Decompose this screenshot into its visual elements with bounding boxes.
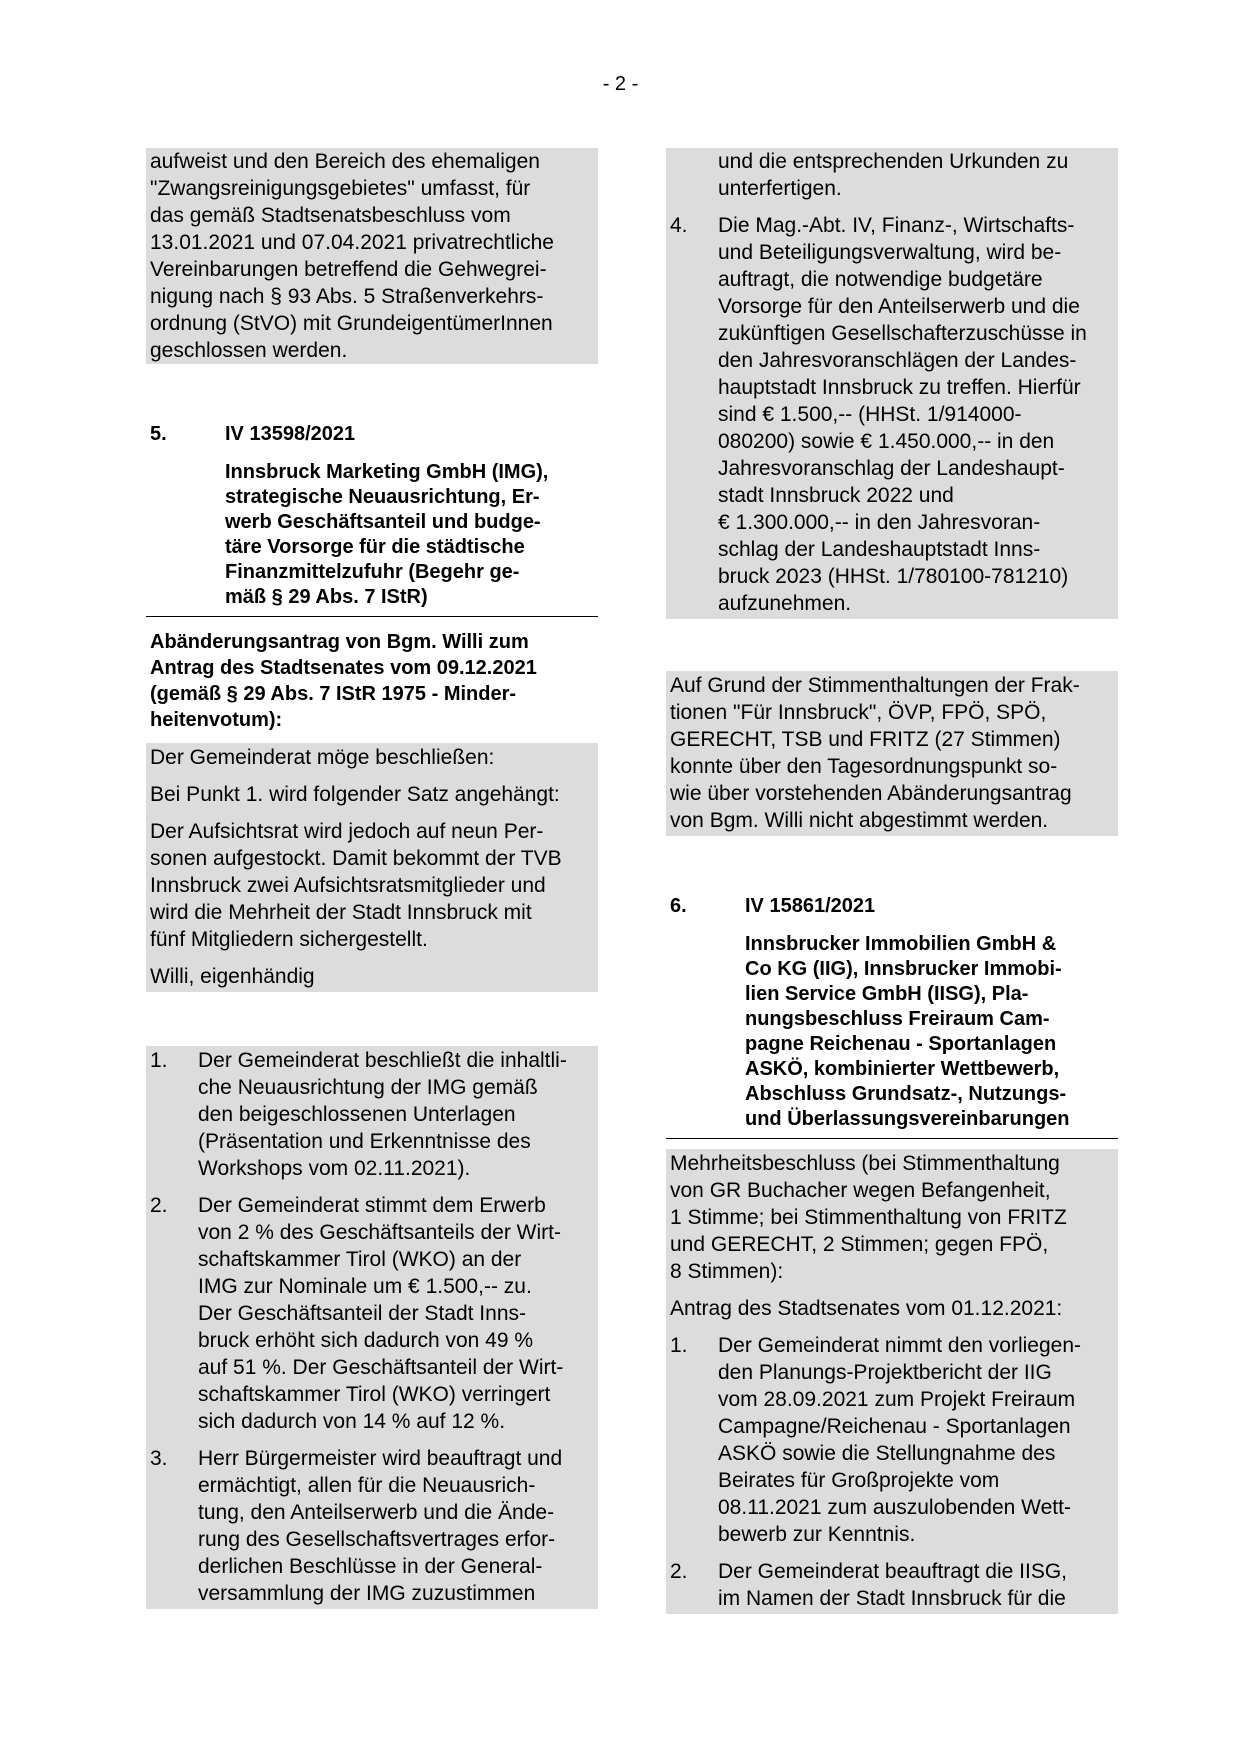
text-line: 1 Stimme; bei Stimmenthaltung von FRITZ: [670, 1206, 1067, 1229]
text-line: Der Gemeinderat beauftragt die IISG,: [718, 1560, 1068, 1583]
agenda-item-5-title: [146, 460, 598, 617]
text-line: aufweist und den Bereich des ehemaligen: [150, 150, 540, 173]
text-line: Der Gemeinderat stimmt dem Erwerb: [198, 1194, 546, 1217]
text-line: mäß § 29 Abs. 7 IStR): [225, 586, 428, 608]
text-line: 080200) sowie € 1.450.000,-- in den: [718, 430, 1055, 453]
text-line: und die entsprechenden Urkunden zu: [718, 150, 1069, 173]
resolution-list: [146, 1046, 598, 1609]
text-line: ASKÖ sowie die Stellungnahme des: [718, 1442, 1056, 1465]
text-line: (Präsentation und Erkenntnisse des: [198, 1130, 531, 1153]
text-line: IMG zur Nominale um € 1.500,-- zu.: [198, 1275, 532, 1298]
amendment-signature: Willi, eigenhändig: [150, 965, 315, 988]
text-line: Antrag des Stadtsenates vom 09.12.2021: [150, 657, 537, 679]
text-line: Abschluss Grundsatz-, Nutzungs-: [745, 1083, 1067, 1105]
text-line: tung, den Anteilserwerb und die Ände-: [198, 1501, 555, 1524]
list-item-text: [718, 212, 1114, 617]
text-line: von GR Buchacher wegen Befangenheit,: [670, 1179, 1051, 1202]
text-line: zukünftigen Gesellschafterzuschüsse in: [718, 322, 1087, 345]
list-item-text: [198, 1445, 594, 1607]
list-item: [150, 1445, 594, 1607]
text-line: von Bgm. Willi nicht abgestimmt werden.: [670, 809, 1049, 832]
left-column: [146, 148, 598, 1609]
list-item-continuation: [670, 148, 1114, 202]
list-item-number: 1.: [150, 1049, 168, 1072]
text-line: Innsbruck Marketing GmbH (IMG),: [225, 461, 549, 483]
text-line: nigung nach § 93 Abs. 5 Straßenverkehrs-: [150, 285, 544, 308]
amendment-clause: Bei Punkt 1. wird folgender Satz angehängt:: [150, 783, 560, 806]
agenda-item-number: 6.: [670, 895, 687, 917]
text-line: Herr Bürgermeister wird beauftragt und: [198, 1447, 563, 1470]
list-item-number: 4.: [670, 214, 688, 237]
list-item: [150, 1192, 594, 1435]
resolution-list-continued: [666, 148, 1118, 619]
text-line: schaftskammer Tirol (WKO) an der: [198, 1248, 522, 1271]
list-item: [670, 1332, 1114, 1548]
text-line: werb Geschäftsanteil und budge-: [225, 511, 541, 533]
text-line: schlag der Landeshauptstadt Inns-: [718, 538, 1041, 561]
agenda-item-code: IV 15861/2021: [745, 895, 876, 917]
text-line: nungsbeschluss Freiraum Cam-: [745, 1008, 1050, 1030]
text-line: Vorsorge für den Anteilserwerb und die: [718, 295, 1080, 318]
agenda-item-6-header: [666, 894, 1118, 919]
text-line: wie über vorstehenden Abänderungsantrag: [670, 782, 1072, 805]
text-line: Abänderungsantrag von Bgm. Willi zum: [150, 631, 529, 653]
text-line: versammlung der IMG zuzustimmen: [198, 1582, 536, 1605]
text-line: rung des Gesellschaftsvertrages erfor-: [198, 1528, 556, 1551]
text-line: ermächtigt, allen für die Neuausrich-: [198, 1474, 536, 1497]
amendment-body: [150, 818, 594, 953]
text-line: Mehrheitsbeschluss (bei Stimmenthaltung: [670, 1152, 1060, 1175]
text-line: ordnung (StVO) mit GrundeigentümerInnen: [150, 312, 553, 335]
text-line: Campagne/Reichenau - Sportanlagen: [718, 1415, 1071, 1438]
text-line: auftragt, die notwendige budgetäre: [718, 268, 1043, 291]
text-line: hauptstadt Innsbruck zu treffen. Hierfür: [718, 376, 1081, 399]
text-line: sich dadurch von 14 % auf 12 %.: [198, 1410, 506, 1433]
text-line: Die Mag.-Abt. IV, Finanz-, Wirtschafts-: [718, 214, 1075, 237]
list-item-text: [718, 1332, 1114, 1548]
text-line: das gemäß Stadtsenatsbeschluss vom: [150, 204, 511, 227]
list-item-number: 3.: [150, 1447, 168, 1470]
text-line: bruck erhöht sich dadurch von 49 %: [198, 1329, 534, 1352]
text-line: bruck 2023 (HHSt. 1/780100-781210): [718, 565, 1069, 588]
text-line: den Planungs-Projektbericht der IIG: [718, 1361, 1052, 1384]
text-line: 13.01.2021 und 07.04.2021 privatrechtliche: [150, 231, 554, 254]
text-line: Vereinbarungen betreffend die Gehwegrei-: [150, 258, 547, 281]
right-column: [666, 148, 1118, 1614]
list-item-number: 1.: [670, 1334, 688, 1357]
continuation-paragraph: [146, 148, 598, 364]
text-line: tionen "Für Innsbruck", ÖVP, FPÖ, SPÖ,: [670, 701, 1047, 724]
agenda-item-5-header: [146, 422, 598, 447]
text-line: bewerb zur Kenntnis.: [718, 1523, 916, 1546]
text-line: und Überlassungsvereinbarungen: [745, 1108, 1070, 1130]
text-line: im Namen der Stadt Innsbruck für die: [718, 1587, 1066, 1610]
text-line: € 1.300.000,-- in den Jahresvoran-: [718, 511, 1041, 534]
text-line: geschlossen werden.: [150, 339, 348, 362]
text-line: sind € 1.500,-- (HHSt. 1/914000-: [718, 403, 1022, 426]
text-line: (gemäß § 29 Abs. 7 IStR 1975 - Minder-: [150, 683, 517, 705]
list-item: [150, 1047, 594, 1182]
list-item: [670, 1558, 1114, 1612]
list-item-text: [718, 1558, 1114, 1612]
text-line: ASKÖ, kombinierter Wettbewerb,: [745, 1058, 1060, 1080]
text-line: derlichen Beschlüsse in der General-: [198, 1555, 543, 1578]
text-line: auf 51 %. Der Geschäftsanteil der Wirt-: [198, 1356, 564, 1379]
amendment-heading: [146, 629, 598, 733]
text-line: Der Geschäftsanteil der Stadt Inns-: [198, 1302, 526, 1325]
senate-motion: Antrag des Stadtsenates vom 01.12.2021:: [670, 1297, 1063, 1320]
list-item: [670, 212, 1114, 617]
text-line: Innsbrucker Immobilien GmbH &: [745, 933, 1057, 955]
text-line: fünf Mitgliedern sichergestellt.: [150, 928, 428, 951]
text-line: wird die Mehrheit der Stadt Innsbruck mit: [150, 901, 532, 924]
list-item-number: 2.: [670, 1560, 688, 1583]
text-line: che Neuausrichtung der IMG gemäß: [198, 1076, 538, 1099]
text-line: und GERECHT, 2 Stimmen; gegen FPÖ,: [670, 1233, 1049, 1256]
list-item-text: [198, 1047, 594, 1182]
text-line: schaftskammer Tirol (WKO) verringert: [198, 1383, 551, 1406]
text-line: konnte über den Tagesordnungspunkt so-: [670, 755, 1058, 778]
text-line: den Jahresvoranschlägen der Landes-: [718, 349, 1077, 372]
list-item-text: [718, 148, 1114, 202]
text-line: aufzunehmen.: [718, 592, 852, 615]
amendment-text-block: [146, 743, 598, 992]
majority-decision: [670, 1150, 1114, 1285]
text-line: vom 28.09.2021 zum Projekt Freiraum: [718, 1388, 1076, 1411]
amendment-intro: Der Gemeinderat möge beschließen:: [150, 746, 495, 769]
text-line: Beirates für Großprojekte vom: [718, 1469, 1000, 1492]
text-line: sonen aufgestockt. Damit bekommt der TVB: [150, 847, 562, 870]
text-line: Der Aufsichtsrat wird jedoch auf neun Per-: [150, 820, 544, 843]
text-line: Der Gemeinderat beschließt die inhaltli-: [198, 1049, 567, 1072]
text-line: Innsbruck zwei Aufsichtsratsmitglieder und: [150, 874, 546, 897]
page-number: - 2 -: [602, 73, 639, 95]
text-line: Co KG (IIG), Innsbrucker Immobi-: [745, 958, 1062, 980]
text-line: 8 Stimmen):: [670, 1260, 784, 1283]
text-line: täre Vorsorge für die städtische: [225, 536, 525, 558]
text-line: "Zwangsreinigungsgebietes" umfasst, für: [150, 177, 531, 200]
text-line: 08.11.2021 zum auszulobenden Wett-: [718, 1496, 1071, 1519]
list-item-number: 2.: [150, 1194, 168, 1217]
text-line: unterfertigen.: [718, 177, 842, 200]
text-line: Auf Grund der Stimmenthaltungen der Frak-: [670, 674, 1080, 697]
text-line: lien Service GmbH (IISG), Pla-: [745, 983, 1029, 1005]
decision-block: [666, 1149, 1118, 1614]
text-line: GERECHT, TSB und FRITZ (27 Stimmen): [670, 728, 1061, 751]
agenda-item-number: 5.: [150, 423, 167, 445]
text-line: stadt Innsbruck 2022 und: [718, 484, 954, 507]
text-line: Der Gemeinderat nimmt den vorliegen-: [718, 1334, 1081, 1357]
text-line: und Beteiligungsverwaltung, wird be-: [718, 241, 1062, 264]
text-line: von 2 % des Geschäftsanteils der Wirt-: [198, 1221, 561, 1244]
agenda-item-code: IV 13598/2021: [225, 423, 356, 445]
text-line: strategische Neuausrichtung, Er-: [225, 486, 540, 508]
text-line: Workshops vom 02.11.2021).: [198, 1157, 471, 1180]
text-line: pagne Reichenau - Sportanlagen: [745, 1033, 1057, 1055]
text-line: Finanzmittelzufuhr (Begehr ge-: [225, 561, 520, 583]
abstention-paragraph: [666, 671, 1118, 836]
list-item-text: [198, 1192, 594, 1435]
agenda-item-6-title: [666, 932, 1118, 1139]
text-line: Jahresvoranschlag der Landeshaupt-: [718, 457, 1065, 480]
text-line: den beigeschlossenen Unterlagen: [198, 1103, 516, 1126]
text-line: heitenvotum):: [150, 709, 283, 731]
